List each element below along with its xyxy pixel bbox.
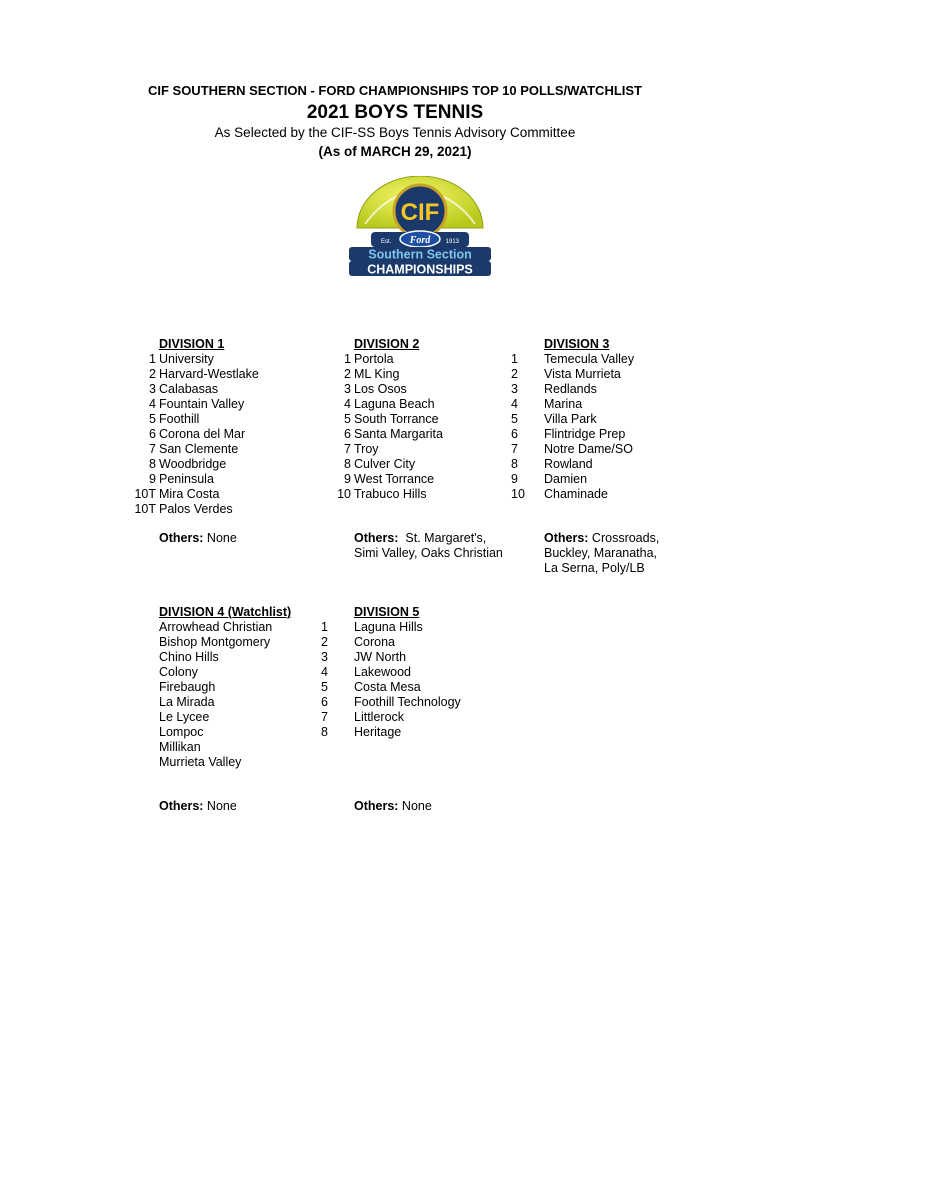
rank-number: 2 [344, 367, 351, 381]
division-4-heading: DIVISION 4 (Watchlist) [159, 605, 292, 619]
others-label: Others: [159, 799, 204, 813]
rank-number: 10 [337, 487, 351, 501]
rank-number: 10 [511, 487, 525, 501]
team-name: Notre Dame/SO [544, 442, 633, 456]
ranking-row [480, 442, 700, 457]
ranking-row [120, 352, 320, 367]
ranking-row [480, 472, 700, 487]
team-name: Vista Murrieta [544, 367, 621, 381]
rank-number: 6 [149, 427, 156, 441]
division-2-others [354, 531, 503, 561]
division-2-heading: DIVISION 2 [354, 337, 420, 351]
ranking-row [120, 382, 320, 397]
team-name: Portola [354, 352, 394, 366]
ranking-row [300, 680, 500, 695]
division-1-list [120, 352, 320, 517]
rank-number: 3 [321, 650, 328, 664]
team-name: ML King [354, 367, 400, 381]
rank-number: 8 [149, 457, 156, 471]
others-text: None [398, 799, 432, 813]
team-name: Los Osos [354, 382, 407, 396]
team-name: Littlerock [354, 710, 405, 724]
ranking-row [120, 457, 320, 472]
rank-number: 9 [511, 472, 518, 486]
page-subtitle: As Selected by the CIF-SS Boys Tennis Advisory Committee [214, 125, 576, 140]
watchlist-team: Lompoc [159, 725, 204, 739]
rank-number: 4 [344, 397, 351, 411]
header-top-line: CIF SOUTHERN SECTION - FORD CHAMPIONSHIPS TOP 10 POLLS/WATCHLIST [147, 83, 643, 98]
others-text: La Serna, Poly/LB [544, 561, 645, 575]
team-name: Fountain Valley [159, 397, 245, 411]
others-label: Others: [159, 531, 204, 545]
team-name: Laguna Hills [354, 620, 423, 634]
rank-number: 6 [321, 695, 328, 709]
watchlist-team: Murrieta Valley [159, 755, 242, 769]
rank-number: 1 [321, 620, 328, 634]
rank-number: 9 [149, 472, 156, 486]
division-1-others [159, 531, 237, 546]
watchlist-team: Arrowhead Christian [159, 620, 273, 634]
team-name: Heritage [354, 725, 402, 739]
ranking-row [480, 412, 700, 427]
ranking-row [120, 367, 320, 382]
as-of-date: (As of MARCH 29, 2021) [318, 144, 472, 159]
division-3-others [544, 531, 659, 576]
logo-championships: CHAMPIONSHIPS [367, 262, 473, 277]
ranking-row [120, 487, 320, 502]
team-name: Chaminade [544, 487, 608, 501]
ranking-row [300, 665, 500, 680]
team-name: Lakewood [354, 665, 411, 679]
svg-text:1913: 1913 [445, 239, 459, 245]
team-name: San Clemente [159, 442, 239, 456]
division-4-others [159, 799, 237, 814]
ranking-row [480, 487, 700, 502]
division-1-heading: DIVISION 1 [159, 337, 225, 351]
ranking-row [300, 635, 500, 650]
watchlist-team: La Mirada [159, 695, 215, 709]
watchlist-team: Firebaugh [159, 680, 216, 694]
rank-number: 3 [511, 382, 518, 396]
rank-number: 1 [511, 352, 518, 366]
ranking-row [480, 367, 700, 382]
ranking-row [300, 620, 500, 635]
watchlist-team: Bishop Montgomery [159, 635, 271, 649]
ranking-row [480, 352, 700, 367]
division-5-list [300, 620, 500, 740]
ranking-row [120, 472, 320, 487]
ranking-row [300, 710, 500, 725]
rank-number: 9 [344, 472, 351, 486]
ranking-row [120, 412, 320, 427]
team-name: Santa Margarita [354, 427, 443, 441]
rank-number: 2 [321, 635, 328, 649]
rank-number: 4 [321, 665, 328, 679]
ranking-row [480, 382, 700, 397]
ranking-row [120, 427, 320, 442]
others-text: Buckley, Maranatha, [544, 546, 658, 560]
team-name: Laguna Beach [354, 397, 435, 411]
team-name: Woodbridge [159, 457, 227, 471]
rank-number: 5 [149, 412, 156, 426]
team-name: Troy [354, 442, 379, 456]
rank-number: 3 [149, 382, 156, 396]
cif-badge-text: CIF [400, 199, 440, 226]
team-name: Damien [544, 472, 588, 486]
rank-number: 3 [344, 382, 351, 396]
division-5-heading: DIVISION 5 [354, 605, 420, 619]
rank-number: 10T [134, 502, 156, 516]
watchlist-team: Le Lycee [159, 710, 210, 724]
rank-number: 5 [511, 412, 518, 426]
team-name: Trabuco Hills [354, 487, 427, 501]
team-name: JW North [354, 650, 407, 664]
team-name: South Torrance [354, 412, 439, 426]
rank-number: 8 [344, 457, 351, 471]
rank-number: 5 [321, 680, 328, 694]
others-text: Crossroads, [588, 531, 660, 545]
others-text: None [203, 799, 237, 813]
team-name: Harvard-Westlake [159, 367, 259, 381]
ranking-row [120, 502, 320, 517]
team-name: Rowland [544, 457, 593, 471]
ranking-row [480, 397, 700, 412]
team-name: Corona [354, 635, 395, 649]
svg-text:Est.: Est. [381, 239, 392, 245]
rank-number: 6 [511, 427, 518, 441]
team-name: Peninsula [159, 472, 214, 486]
rank-number: 2 [511, 367, 518, 381]
page-title: 2021 BOYS TENNIS [306, 102, 484, 123]
team-name: University [159, 352, 214, 366]
rank-number: 10T [134, 487, 156, 501]
others-text: Simi Valley, Oaks Christian [354, 546, 503, 560]
ranking-row [480, 427, 700, 442]
ranking-row [300, 650, 500, 665]
team-name: Flintridge Prep [544, 427, 626, 441]
rank-number: 8 [511, 457, 518, 471]
rank-number: 6 [344, 427, 351, 441]
team-name: Redlands [544, 382, 597, 396]
watchlist-team: Colony [159, 665, 198, 679]
rank-number: 7 [149, 442, 156, 456]
watchlist-team: Millikan [159, 740, 201, 754]
rank-number: 2 [149, 367, 156, 381]
team-name: Temecula Valley [544, 352, 635, 366]
others-label: Others: [354, 531, 399, 545]
division-4-list [159, 620, 309, 770]
team-name: Marina [544, 397, 583, 411]
team-name: Costa Mesa [354, 680, 421, 694]
svg-text:Ford: Ford [409, 235, 431, 246]
team-name: Corona del Mar [159, 427, 246, 441]
division-3-heading: DIVISION 3 [544, 337, 610, 351]
rank-number: 5 [344, 412, 351, 426]
division-5-others [354, 799, 432, 814]
division-3-list [480, 352, 700, 502]
others-text: None [203, 531, 237, 545]
rank-number: 7 [321, 710, 328, 724]
team-name: Foothill [159, 412, 200, 426]
rank-number: 7 [511, 442, 518, 456]
others-label: Others: [354, 799, 399, 813]
logo-southern-section: Southern Section [368, 247, 472, 262]
ranking-row [300, 725, 500, 740]
rank-number: 1 [344, 352, 351, 366]
rank-number: 4 [149, 397, 156, 411]
rank-number: 4 [511, 397, 518, 411]
others-label: Others: [544, 531, 589, 545]
team-name: Mira Costa [159, 487, 220, 501]
rank-number: 7 [344, 442, 351, 456]
rank-number: 8 [321, 725, 328, 739]
rank-number: 1 [149, 352, 156, 366]
team-name: Calabasas [159, 382, 219, 396]
ranking-row [120, 397, 320, 412]
ranking-row [120, 442, 320, 457]
team-name: Palos Verdes [159, 502, 233, 516]
watchlist-team: Chino Hills [159, 650, 219, 664]
team-name: Villa Park [544, 412, 597, 426]
team-name: West Torrance [354, 472, 435, 486]
cif-ford-championships-logo [345, 176, 495, 278]
ranking-row [300, 695, 500, 710]
team-name: Culver City [354, 457, 416, 471]
ranking-row [480, 457, 700, 472]
team-name: Foothill Technology [354, 695, 461, 709]
others-text: St. Margaret's, [398, 531, 487, 545]
